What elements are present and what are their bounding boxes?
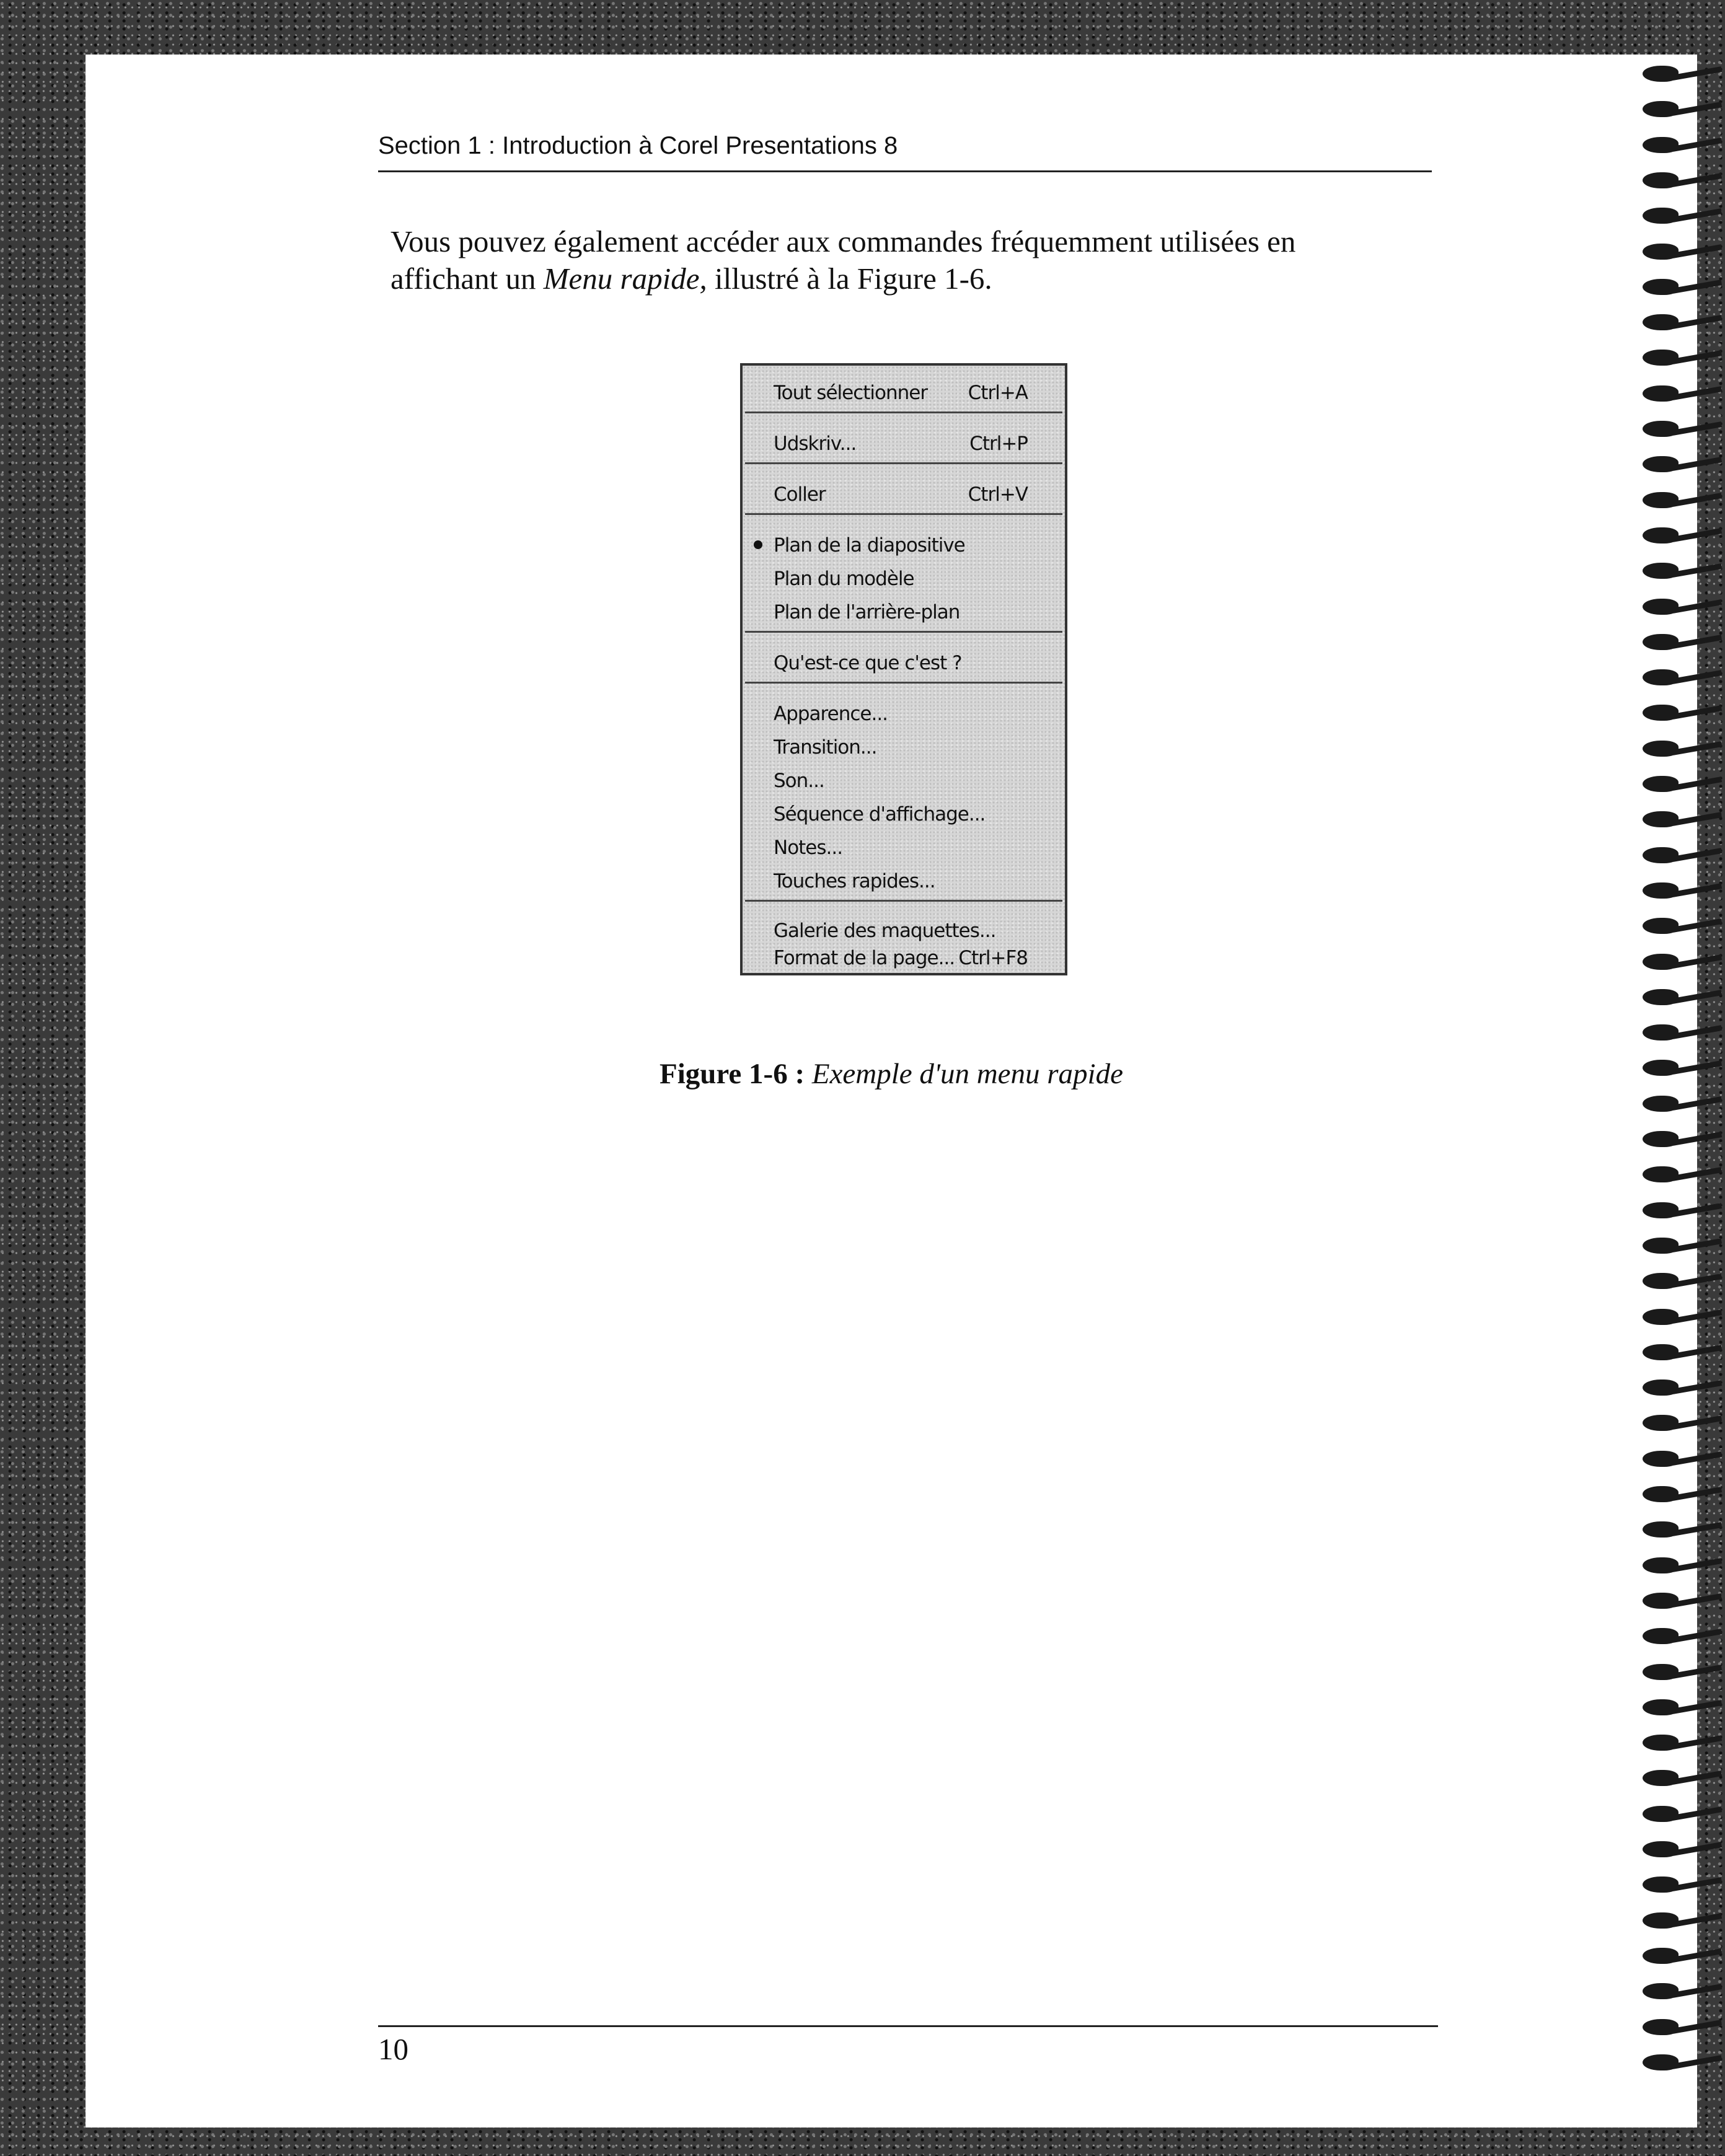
radio-bullet-icon (754, 540, 762, 549)
header-rule (378, 170, 1432, 172)
menu-item-page-format[interactable] (774, 944, 1028, 972)
menu-item-transition[interactable] (774, 734, 1028, 761)
page-number: 10 (378, 2032, 408, 2066)
binding-coil (1643, 417, 1717, 442)
menu-separator (745, 411, 1062, 413)
binding-coil (1643, 1554, 1717, 1578)
menu-separator (745, 513, 1062, 515)
body-paragraph (390, 223, 1506, 297)
binding-coil (1643, 595, 1717, 620)
binding-coil (1643, 1731, 1717, 1756)
menu-item-label: Udskriv... (774, 433, 857, 455)
binding-coil (1643, 950, 1717, 975)
body-line-1: Vous pouvez également accéder aux commandes fréquemment utilisées en (390, 224, 1296, 258)
binding-coil (1643, 1305, 1717, 1330)
binding-coil (1643, 772, 1717, 797)
menu-item-shortcut: Ctrl+P (969, 433, 1028, 455)
binding-coil (1643, 1269, 1717, 1294)
binding-coil (1643, 1234, 1717, 1259)
binding-coil (1643, 1909, 1717, 1934)
binding-coil (1643, 1340, 1717, 1365)
binding-coil (1643, 1447, 1717, 1472)
spiral-binding-icon (1643, 62, 1725, 2119)
binding-coil (1643, 1021, 1717, 1045)
binding-coil (1643, 1518, 1717, 1542)
menu-item-display-sequence[interactable] (774, 801, 1028, 828)
binding-coil (1643, 666, 1717, 690)
body-line-2-prefix: affichant un (390, 262, 544, 296)
menu-item-shortcut: Ctrl+A (968, 382, 1028, 404)
binding-coil (1643, 914, 1717, 939)
menu-item-whats-this[interactable] (774, 649, 1028, 677)
binding-coil (1643, 559, 1717, 584)
binding-coil (1643, 701, 1717, 726)
binding-coil (1643, 737, 1717, 762)
menu-item-notes[interactable] (774, 834, 1028, 861)
menu-item-label: Galerie des maquettes... (774, 920, 996, 942)
binding-coil (1643, 97, 1717, 122)
binding-coil (1643, 2015, 1717, 2040)
body-line-2-suffix: illustré à la Figure 1-6. (707, 262, 992, 296)
figure-caption-text: Exemple d'un menu rapide (805, 1058, 1123, 1090)
binding-coil (1643, 1624, 1717, 1649)
menu-item-label: Plan de l'arrière-plan (774, 601, 960, 623)
menu-item-quick-keys[interactable] (774, 868, 1028, 895)
binding-coil (1643, 310, 1717, 335)
binding-coil (1643, 62, 1717, 87)
binding-coil (1643, 1660, 1717, 1685)
body-emphasis: Menu rapide, (543, 262, 707, 296)
binding-coil (1643, 133, 1717, 158)
binding-coil (1643, 1056, 1717, 1081)
binding-coil (1643, 452, 1717, 477)
menu-separator (745, 462, 1062, 464)
binding-coil (1643, 524, 1717, 548)
binding-coil (1643, 1873, 1717, 1898)
menu-separator (745, 682, 1062, 684)
binding-coil (1643, 1376, 1717, 1401)
binding-coil (1643, 1802, 1717, 1827)
menu-item-print[interactable] (774, 430, 1028, 457)
binding-coil (1643, 1766, 1717, 1791)
binding-coil (1643, 204, 1717, 229)
menu-separator (745, 631, 1062, 633)
menu-item-layout-layer[interactable] (774, 565, 1028, 592)
menu-item-slide-layer[interactable] (774, 532, 1028, 559)
binding-coil (1643, 1589, 1717, 1614)
footer-rule (378, 2025, 1438, 2027)
menu-item-label: Touches rapides... (774, 870, 935, 892)
menu-item-label: Son... (774, 770, 824, 792)
menu-item-label: Transition... (774, 736, 877, 759)
menu-separator (745, 900, 1062, 902)
binding-coil (1643, 807, 1717, 832)
quick-menu (740, 363, 1067, 975)
binding-coil (1643, 630, 1717, 655)
binding-coil (1643, 1411, 1717, 1436)
binding-coil (1643, 1837, 1717, 1862)
binding-coil (1643, 382, 1717, 407)
binding-coil (1643, 488, 1717, 513)
menu-item-master-gallery[interactable] (774, 917, 1028, 944)
menu-item-label: Apparence... (774, 703, 888, 725)
binding-coil (1643, 1482, 1717, 1507)
menu-item-shortcut: Ctrl+F8 (958, 947, 1028, 969)
menu-item-shortcut: Ctrl+V (968, 483, 1028, 506)
menu-item-label: Format de la page... (774, 947, 955, 969)
binding-coil (1643, 985, 1717, 1010)
menu-item-label: Coller (774, 483, 826, 506)
binding-coil (1643, 1092, 1717, 1117)
binding-coil (1643, 346, 1717, 371)
menu-item-paste[interactable] (774, 481, 1028, 508)
menu-item-label: Plan du modèle (774, 568, 914, 590)
binding-coil (1643, 1127, 1717, 1152)
binding-coil (1643, 1944, 1717, 1969)
document-page (86, 55, 1697, 2127)
menu-item-label: Qu'est-ce que c'est ? (774, 652, 962, 674)
figure-caption (86, 1057, 1697, 1091)
menu-item-sound[interactable] (774, 767, 1028, 794)
menu-item-appearance[interactable] (774, 700, 1028, 728)
binding-coil (1643, 1979, 1717, 2004)
binding-coil (1643, 1199, 1717, 1223)
binding-coil (1643, 879, 1717, 904)
running-header: Section 1 : Introduction à Corel Presentations 8 (378, 132, 898, 159)
binding-coil (1643, 169, 1717, 193)
binding-coil (1643, 2051, 1717, 2075)
menu-item-label: Plan de la diapositive (774, 534, 965, 557)
binding-coil (1643, 275, 1717, 300)
menu-item-select-all[interactable] (774, 379, 1028, 407)
menu-item-label: Tout sélectionner (774, 382, 928, 404)
binding-coil (1643, 1696, 1717, 1720)
menu-item-background-layer[interactable] (774, 599, 1028, 626)
binding-coil (1643, 1163, 1717, 1187)
menu-item-label: Séquence d'affichage... (774, 803, 986, 825)
menu-item-label: Notes... (774, 837, 843, 859)
binding-coil (1643, 240, 1717, 265)
binding-coil (1643, 843, 1717, 868)
figure-label: Figure 1-6 : (660, 1058, 805, 1090)
